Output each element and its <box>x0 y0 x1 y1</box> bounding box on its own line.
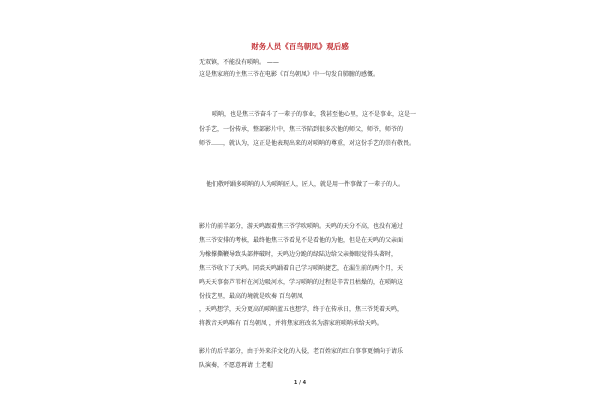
paragraph-line: 他们敬呼踊多唢呐的人为唢呐匠人，匠人，就是用一件事做了一辈子的人。 <box>206 181 405 188</box>
intro-line: 无双镇，不能没有唢呐。 —— <box>199 59 279 66</box>
paragraph-line: 唢呐，也是焦三爷奋斗了一辈子的事业，我甚至他心里，这不是事业，这是一 <box>212 111 417 118</box>
paragraph-line: 影片的后半部分，由于外来洋文化的入侵，老百姓家的红白事事更倾向于请乐 <box>199 348 404 355</box>
intro-line: 这是焦家班的主焦三爷在电影《百鸟朝凤》中一句发自肺腑的感慨。 <box>199 71 380 78</box>
paragraph-line: ，天鸣想学，天分更高的唢呐蓝五也想学，终于在传承日，焦三爷凭着天鸣， <box>199 306 404 313</box>
paragraph-line: 焦三爷安排的考核，最终他焦三爷看见不是看他的为他，但是在天鸣的父亲面 <box>199 237 404 244</box>
paragraph-line: 队演奏，不愿意再请 土老帽 <box>199 362 273 369</box>
document-title: 财务人员《百鸟朝凤》观后感 <box>251 42 349 51</box>
paragraph-line: 份手艺，一份传承，整部影片中，焦三爷陷到很多次他的师父，师爷，师爷的 <box>199 126 404 133</box>
paragraph-line: 为橡撑撕鞭导致头部摔破时，天鸣边分跪的绿陆边给父亲擦眼觉得头著时， <box>199 251 398 258</box>
paragraph-line: 影片的前半部分，游天鸣跟着焦三爷学吹唢呐。天鸣的天分不高，也没有通过 <box>199 223 404 230</box>
paragraph-line: 将教音天鸣唯有 百鸟朝凤 ，并将焦家班改名为游家班唢呐承给天鸣。 <box>199 320 383 327</box>
paragraph-line: 鸣天天事套芦苇杆在河边吸河水，学习唢呐的过程是辛苦且枯燥的，在唢呐这 <box>199 279 404 286</box>
page-number: 1 / 4 <box>293 380 307 386</box>
paragraph-line: 师爷……，就认为，这正是他表现出来的对唢呐的尊重，对这份手艺的崇有敬畏。 <box>199 140 416 147</box>
paragraph-line: 焦三爷收下了天鸣。同裘天鸣踊着自己学习唢呐捷艺，在漏生前的两个月，天 <box>199 265 404 272</box>
paragraph-line: 份技艺里，最高的境就是吹奏 百鸟朝凤 <box>199 293 303 300</box>
